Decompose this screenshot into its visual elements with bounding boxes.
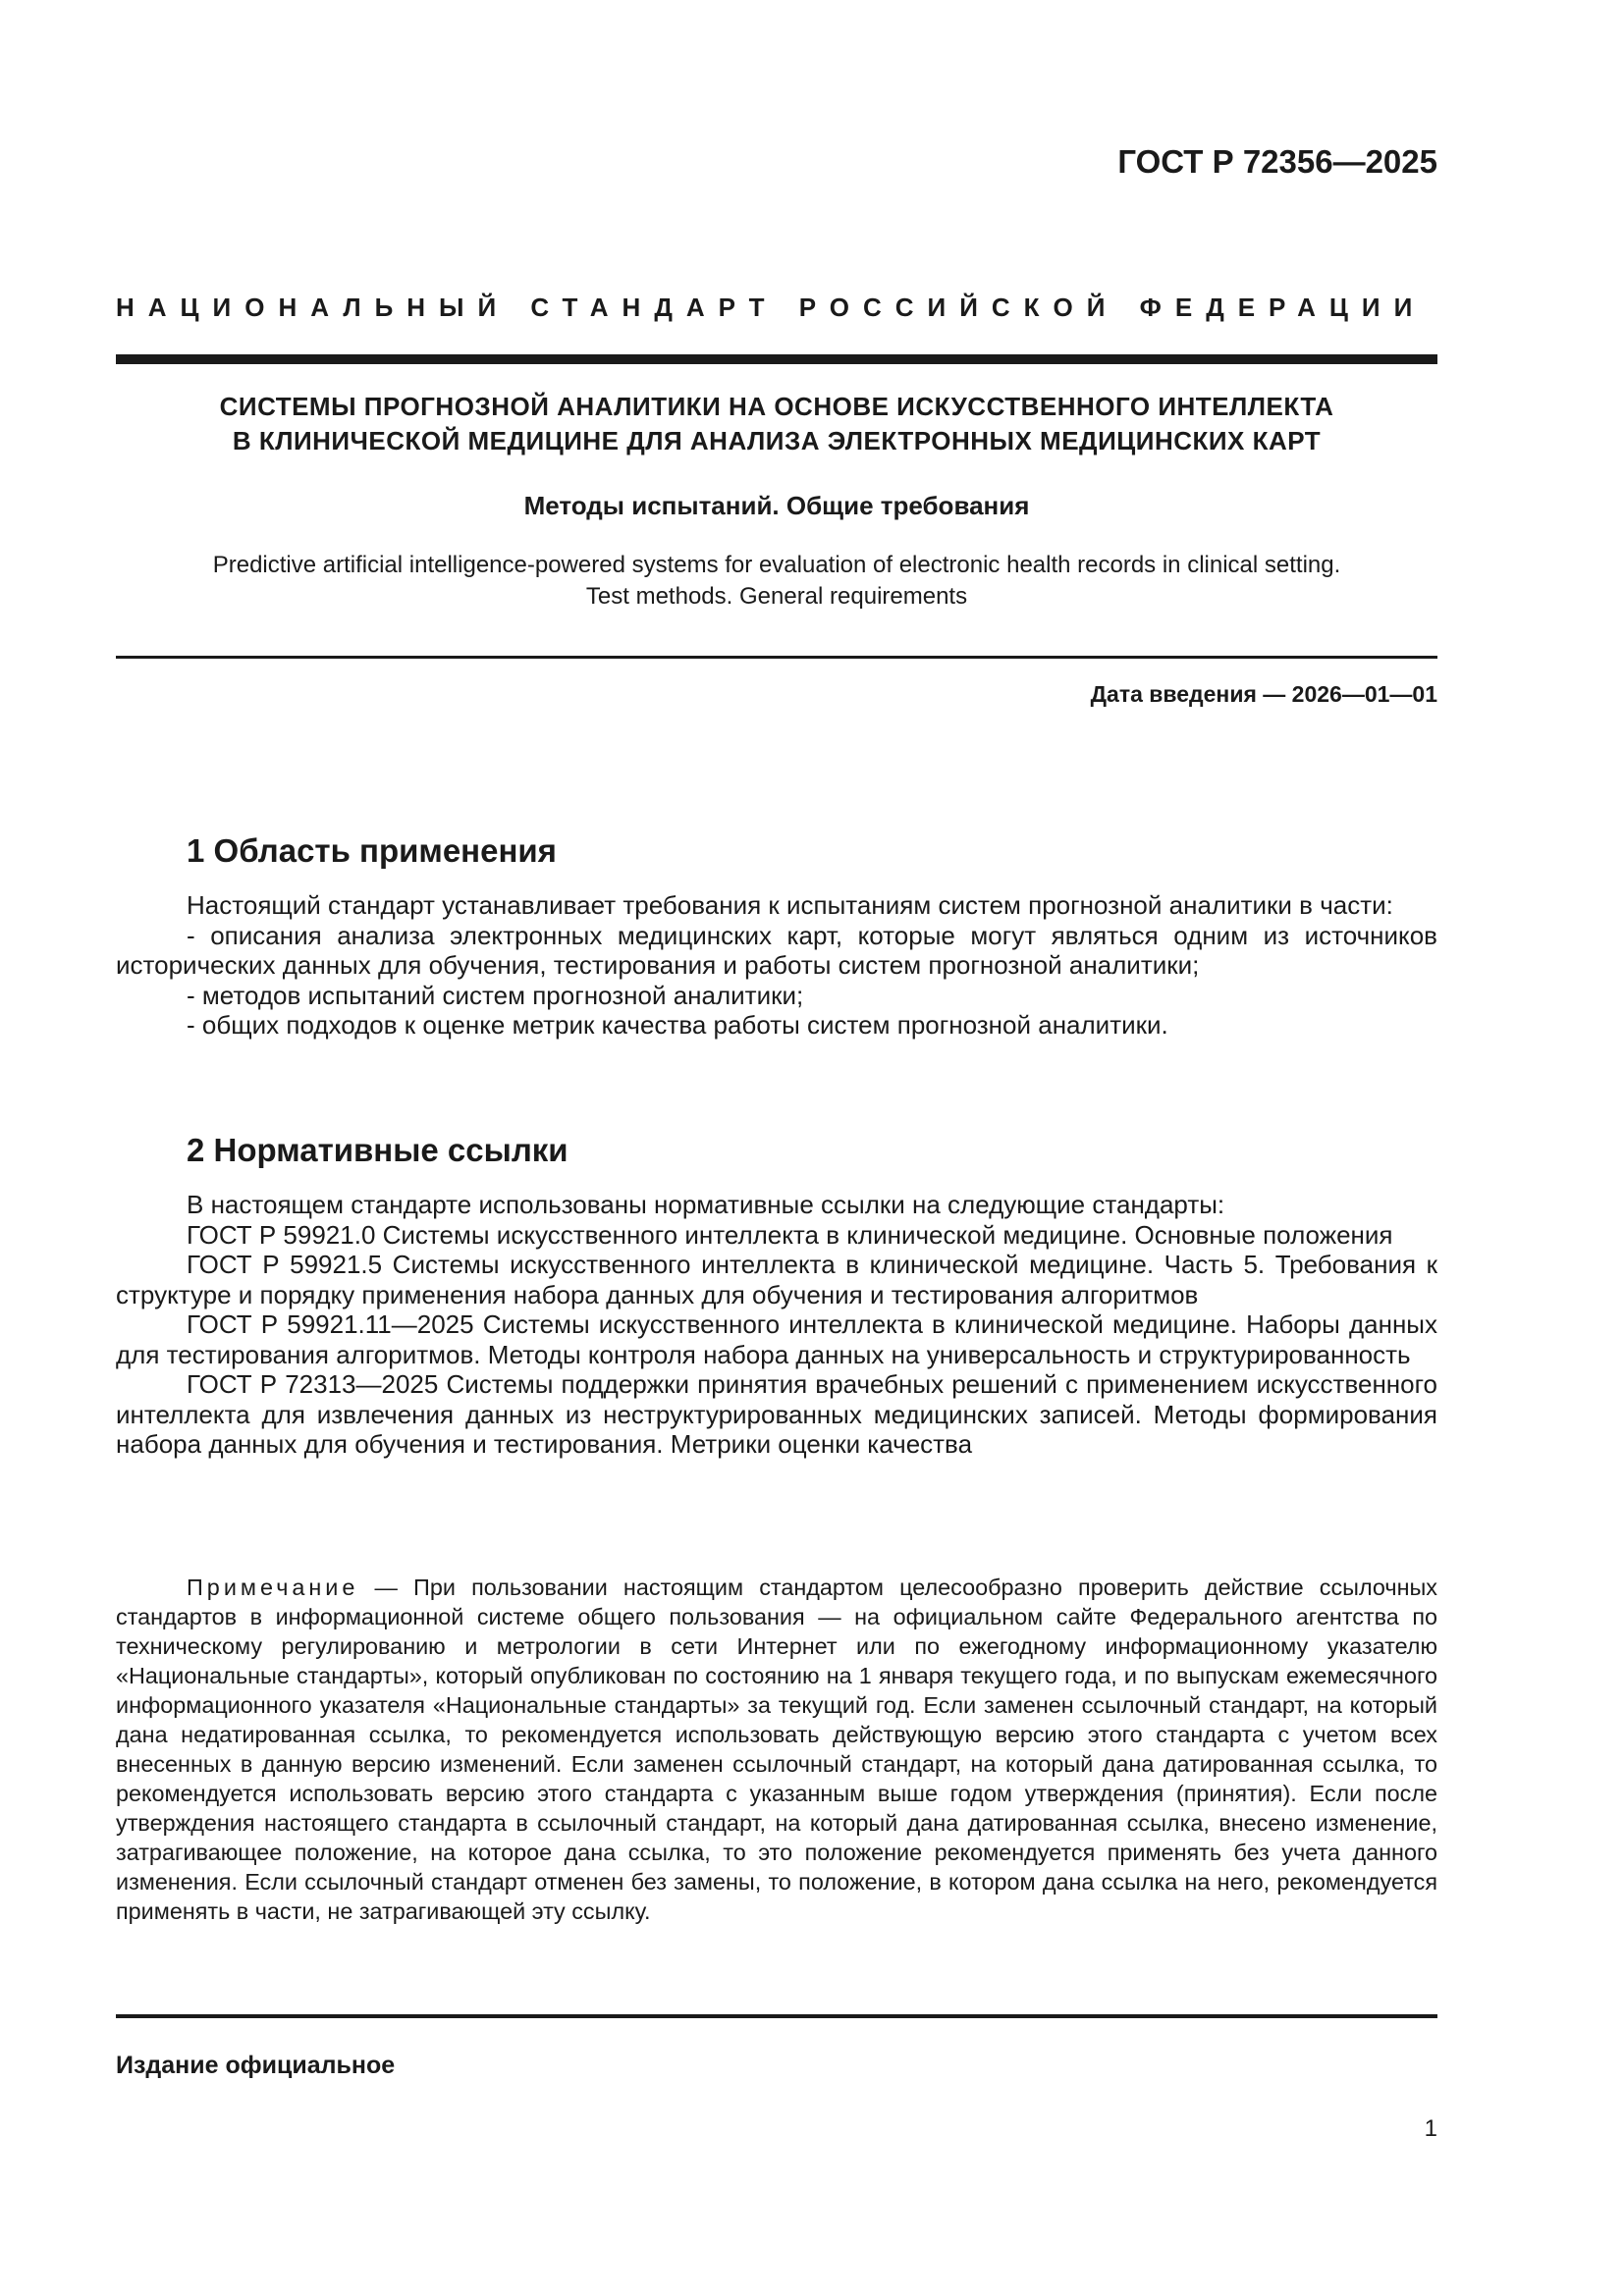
introduction-date: Дата введения — 2026—01—01 (1090, 681, 1437, 707)
section-2-body (116, 1190, 1437, 1460)
reference-item: ГОСТ Р 59921.5 Системы искусственного интеллекта в клинической медицине. Часть 5. Требования к структуре и порядку применения набора данных для обучения и тестирования алгоритмов (116, 1250, 1437, 1309)
scope-item: - общих подходов к оценке метрик качества работы систем прогнозной аналитики. (187, 1010, 1168, 1040)
official-edition-label: Издание официальное (116, 2052, 396, 2079)
page-number: 1 (1424, 2115, 1437, 2142)
document-title (116, 390, 1437, 458)
english-title-line-2: Test methods. General requirements (585, 583, 968, 610)
title-line-2: В КЛИНИЧЕСКОЙ МЕДИЦИНЕ ДЛЯ АНАЛИЗА ЭЛЕКТРОННЫХ МЕДИЦИНСКИХ КАРТ (232, 426, 1322, 455)
reference-item: ГОСТ Р 72313—2025 Системы поддержки принятия врачебных решений с применением искусственного интеллекта для извлечения данных из неструктурированных медицинских записей. Методы формирования набора данных для обучения и тестирования. Метрики оценки качества (116, 1369, 1437, 1459)
document-code: ГОСТ Р 72356—2025 (1117, 143, 1437, 180)
document-subtitle: Методы испытаний. Общие требования (523, 491, 1030, 520)
section-2-heading: 2 Нормативные ссылки (187, 1132, 568, 1168)
reference-item: ГОСТ Р 59921.11—2025 Системы искусственного интеллекта в клинической медицине. Наборы данных для тестирования алгоритмов. Методы контроля набора данных на универсальность и структурированность (116, 1309, 1437, 1369)
note-text: — При пользовании настоящим стандартом целесообразно проверить действие ссылочных стандартов в информационной системе общего пользования — на официальном сайте Федерального агентства по техническому регулированию и метрологии в сети Интернет или по ежегодному информационному указателю «Национальные стандарты», который опубликован по состоянию на 1 января текущего года, и по выпускам ежемесячного информационного указателя «Национальные стандарты» за текущий год. Если заменен ссылочный стандарт, на который дана недатированная ссылка, то рекомендуется использовать действующую версию этого стандарта с учетом всех внесенных в данную версию изменений. Если заменен ссылочный стандарт, на который дана датированная ссылка, то рекомендуется использовать версию этого стандарта с указанным выше годом утверждения (принятия). Если после утверждения настоящего стандарта в ссылочный стандарт, на который дана датированная ссылка, внесено изменение, затрагивающее положение, на которое дана ссылка, то это положение рекомендуется применять без учета данного изменения. Если ссылочный стандарт отменен без замены, то положение, в котором дана ссылка на него, рекомендуется применять в части, не затрагивающей эту ссылку. (116, 1575, 1437, 1924)
scope-item: - методов испытаний систем прогнозной аналитики; (187, 980, 804, 1010)
section-2-intro: В настоящем стандарте использованы нормативные ссылки на следующие стандарты: (187, 1190, 1225, 1219)
national-standard-banner: НАЦИОНАЛЬНЫЙ СТАНДАРТ РОССИЙСКОЙ ФЕДЕРАЦИИ (116, 293, 1427, 322)
english-title-line-1: Predictive artificial intelligence-powered systems for evaluation of electronic health records in clinical setting. (212, 552, 1341, 578)
note-label: Примечание (187, 1575, 359, 1600)
section-1-heading: 1 Область применения (187, 832, 557, 869)
divider-footer (116, 2014, 1437, 2018)
divider-thin (116, 656, 1437, 659)
reference-note (116, 1573, 1437, 1926)
reference-item: ГОСТ Р 59921.0 Системы искусственного интеллекта в клинической медицине. Основные положения (187, 1219, 1393, 1250)
section-1-intro: Настоящий стандарт устанавливает требования к испытаниям систем прогнозной аналитики в части: (187, 890, 1393, 920)
section-1-body (116, 890, 1437, 1041)
divider-thick (116, 354, 1437, 364)
title-line-1: СИСТЕМЫ ПРОГНОЗНОЙ АНАЛИТИКИ НА ОСНОВЕ ИСКУССТВЕННОГО ИНТЕЛЛЕКТА (219, 392, 1334, 421)
scope-item: - описания анализа электронных медицинских карт, которые могут являться одним из источников исторических данных для обучения, тестирования и работы систем прогнозной аналитики; (116, 920, 1437, 980)
english-title (116, 550, 1437, 613)
